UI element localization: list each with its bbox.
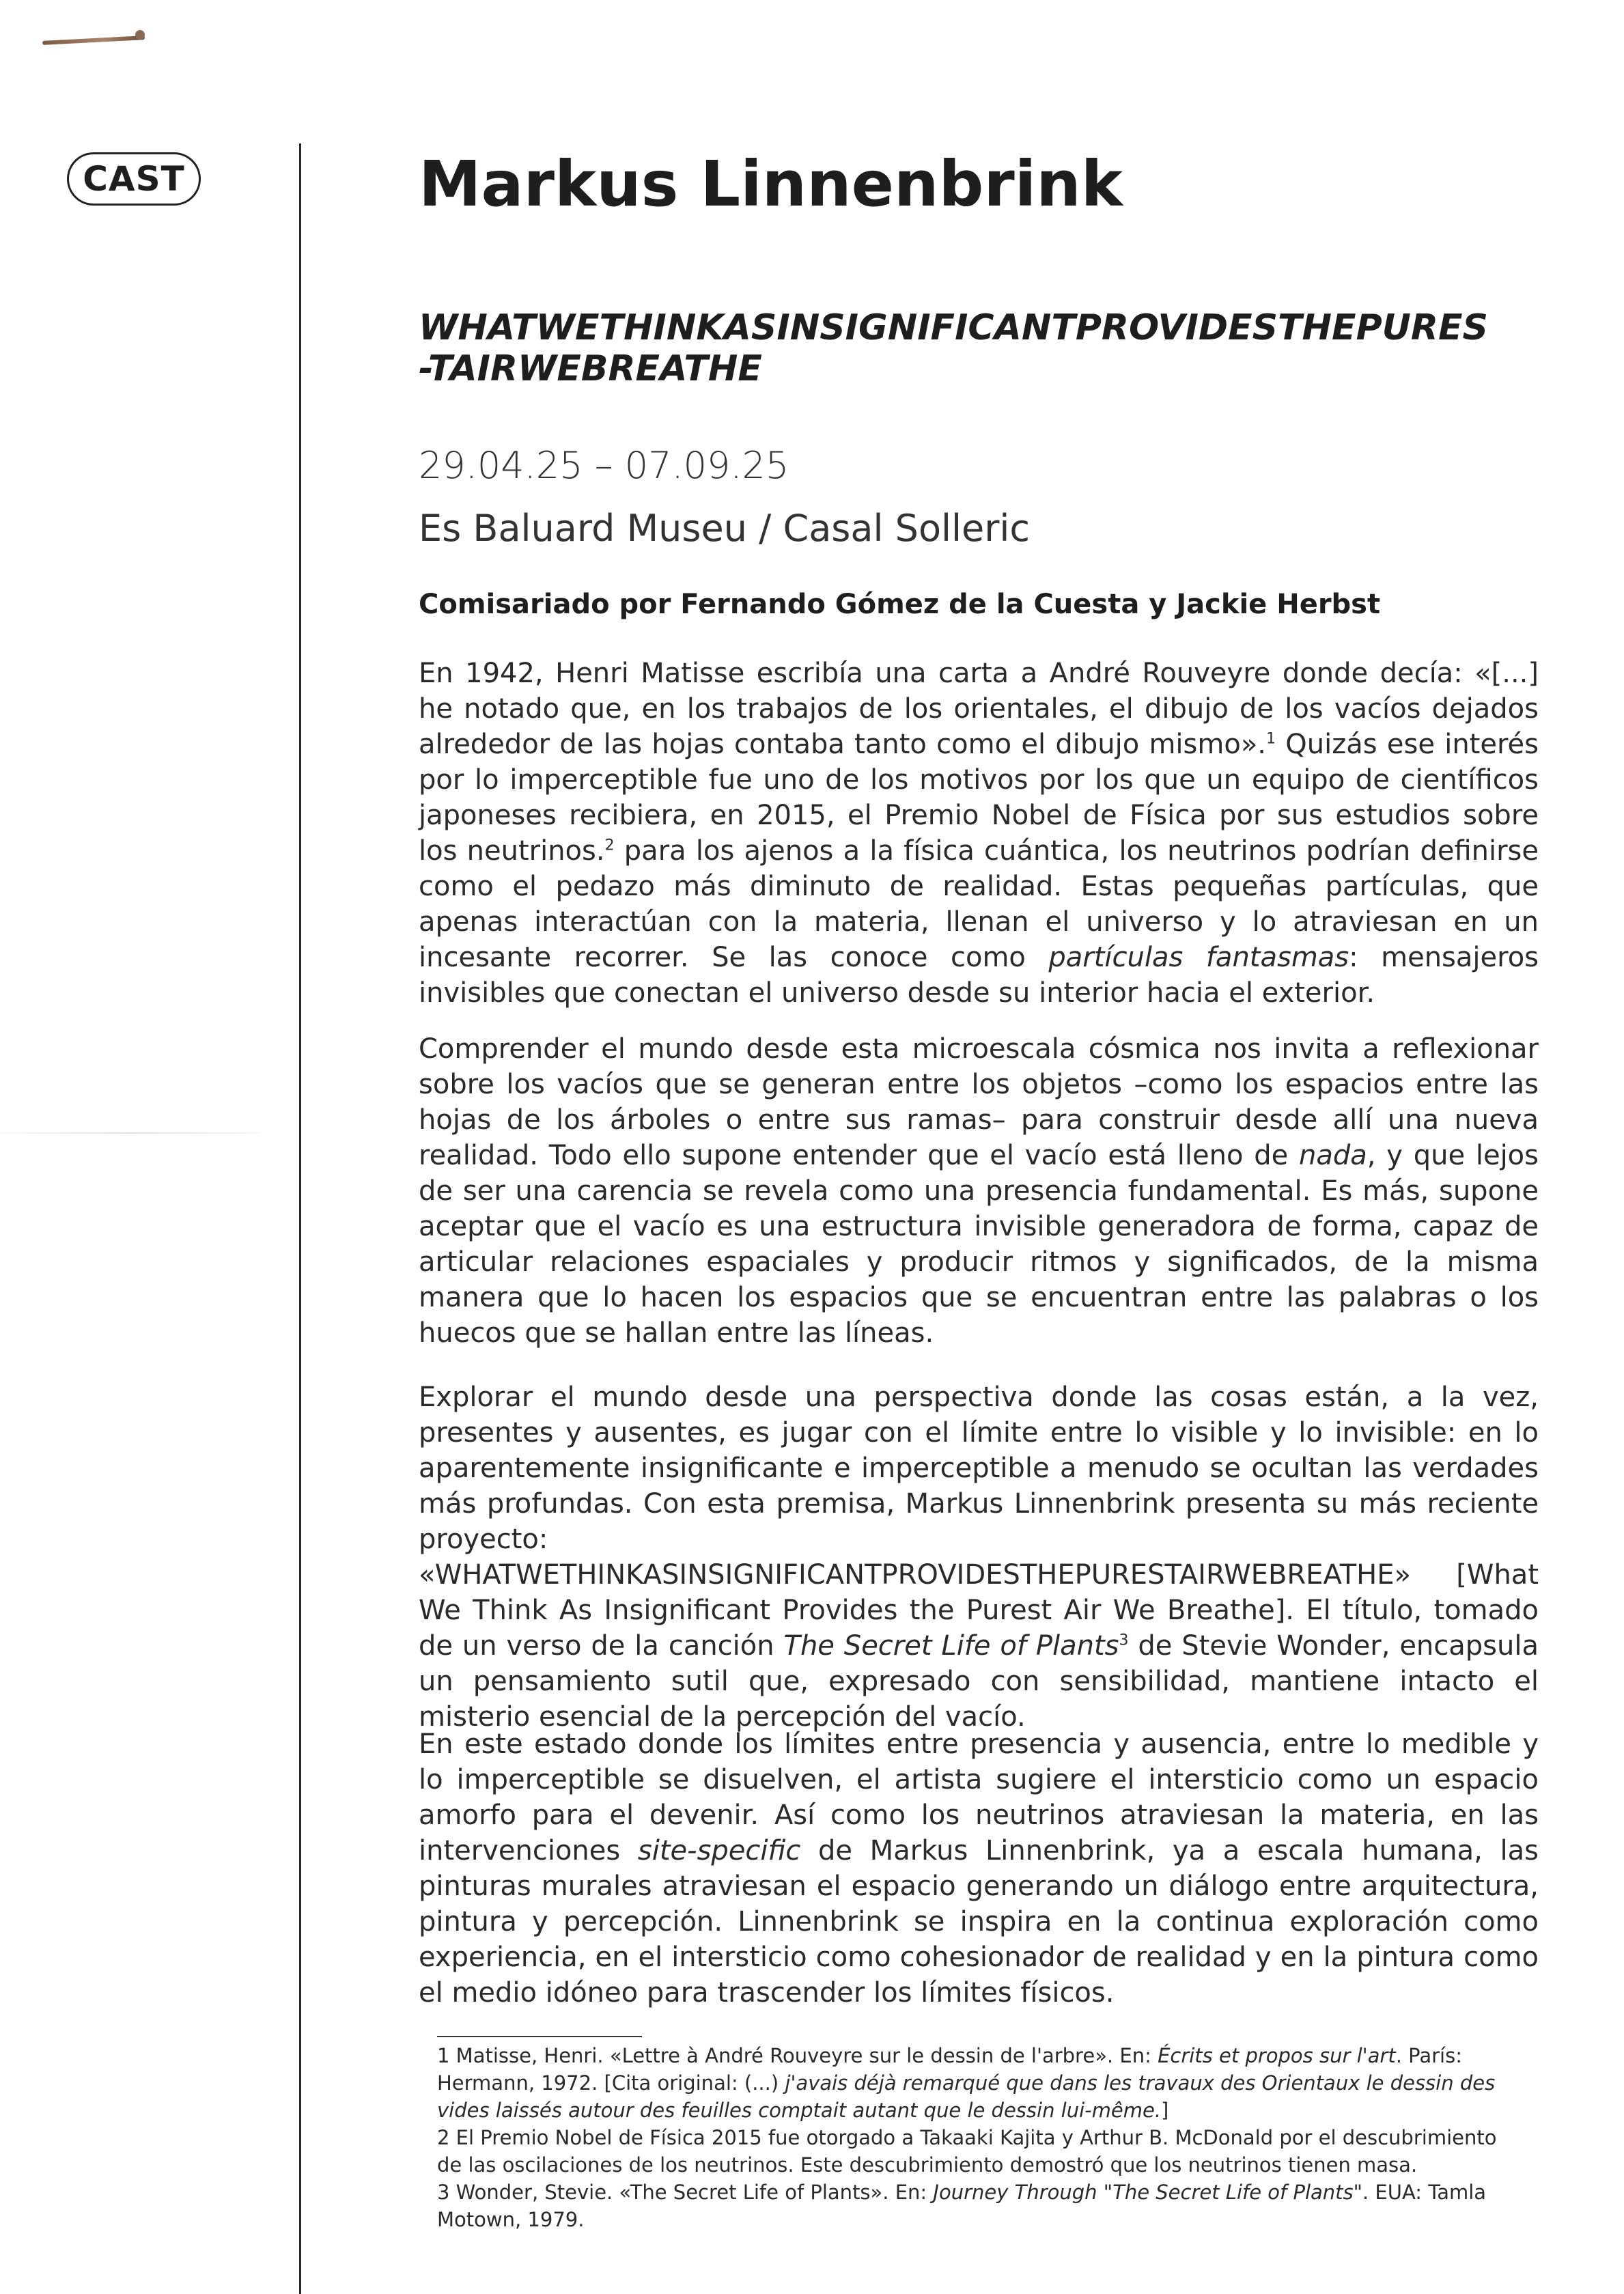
body-paragraph-2: Comprender el mundo desde esta microescala cósmica nos invita a reflexionar sobre los vacíos que se generan entre los objetos –como los espacios entre las hojas de los árboles o entre sus ramas– para construir desde allí una nueva realidad. Todo ello supone entender que el vacío está lleno de nada, y que lejos de ser una carencia se revela como una presencia fundamental. Es más, supone aceptar que el vacío es una estructura invisible generadora de forma, capaz de articular relaciones espaciales y producir ritmos y significados, de la misma manera que lo hacen los espacios que se encuentran entre las palabras o los huecos que se hallan entre las líneas. — [419, 1033, 1539, 1349]
footnote-3: 3 Wonder, Stevie. «The Secret Life of Plants». En: Journey Through "The Secret Life of Plants". EUA: Tamla Motown, 1979. — [437, 2181, 1487, 2231]
footnote-ref-3: 3 — [1119, 1632, 1129, 1649]
footnote-1: 1 Matisse, Henri. «Lettre à André Rouveyre sur le dessin de l'arbre». En: Écrits et propos sur l'art. París: Hermann, 1972. [Cita original: (...) j'avais déjà remarqué que dans les travaux des Orientaux le dessin des vides laissés autour des feuilles comptait autant que le dessin lui-même.] — [437, 2044, 1496, 2122]
body-paragraph-3: Explorar el mundo desde una perspectiva donde las cosas están, a la vez, presentes y ausentes, es jugar con el límite entre lo visible y lo invisible: en lo aparentemente insignificante e imperceptible a menudo se ocultan las verdades más profundas. Con esta premisa, Markus Linnenbrink presenta su más reciente proyecto: «WHATWETHINKASINSIGNIFICANTPROVIDESTHEPURESTAIRWEBREATHE» [What We Think As Insignificant Provides the Purest Air We Breathe]. El título, tomado de un verso de la canción The Secret Life of Plants$^3$ de Stevie Wonder, encapsula un pensamiento sutil que, expresado con sensibilidad, mantiene intacto el misterio esencial de la percepción del vacío. — [419, 1382, 1539, 1733]
body-paragraph-1: En 1942, Henri Matisse escribía una carta a André Rouveyre donde decía: «[...] he notado que, en los trabajos de los orientales, el dibujo de los vacíos dejados alrededor de las hojas contaba tanto como el dibujo mismo».$^1$ Quizás ese interés por lo imperceptible fue uno de los motivos por los que un equipo de científicos japoneses recibiera, en 2015, el Premio Nobel de Física por sus estudios sobre los neutrinos.$^2$ para los ajenos a la física cuántica, los neutrinos podrían definirse como el pedazo más diminuto de realidad. Estas pequeñas partículas, que apenas interactúan con la materia, llenan el universo y lo atraviesan en un incesante recorrer. Se las conoce como partículas fantasmas: mensajeros invisibles que conectan el universo desde su interior hacia el exterior. — [419, 658, 1539, 1009]
footnote-separator — [437, 2036, 642, 2037]
footnotes — [437, 2042, 1520, 2233]
artist-name: Markus Linnenbrink — [419, 148, 1123, 221]
language-badge: CAST — [67, 152, 201, 206]
paper-pin-head — [135, 30, 145, 40]
paper-crease — [0, 1132, 260, 1134]
paper-pin — [42, 36, 145, 45]
exhibition-dates: 29.04.25 – 07.09.25 — [419, 444, 789, 487]
footnote-2: 2 El Premio Nobel de Física 2015 fue otorgado a Takaaki Kajita y Arthur B. McDonald por el descubrimiento de las oscilaciones de los neutrinos. Este descubrimiento demostró que los neutrinos tienen masa. — [437, 2126, 1497, 2177]
footnote-ref-2: 2 — [604, 837, 615, 854]
body-paragraph-4: En este estado donde los límites entre presencia y ausencia, entre lo medible y lo imperceptible se disuelven, el artista sugiere el intersticio como un espacio amorfo para el devenir. Así como los neutrinos atraviesan la materia, en las intervenciones site-specific de Markus Linnenbrink, ya a escala humana, las pinturas murales atraviesan el espacio generando un diálogo entre arquitectura, pintura y percepción. Linnenbrink se inspira en la continua exploración como experiencia, en el intersticio como cohesionador de realidad y en la pintura como el medio idóneo para trascender los límites físicos. — [419, 1729, 1539, 2009]
curators-line: Comisariado por Fernando Gómez de la Cuesta y Jackie Herbst — [419, 589, 1381, 620]
footnote-ref-1: 1 — [1266, 730, 1276, 748]
exhibition-title: WHATWETHINKASINSIGNIFICANTPROVIDESTHEPURES-TAIRWEBREATHE — [419, 307, 1488, 389]
margin-rule — [299, 143, 301, 2294]
exhibition-venue: Es Baluard Museu / Casal Solleric — [419, 507, 1031, 550]
